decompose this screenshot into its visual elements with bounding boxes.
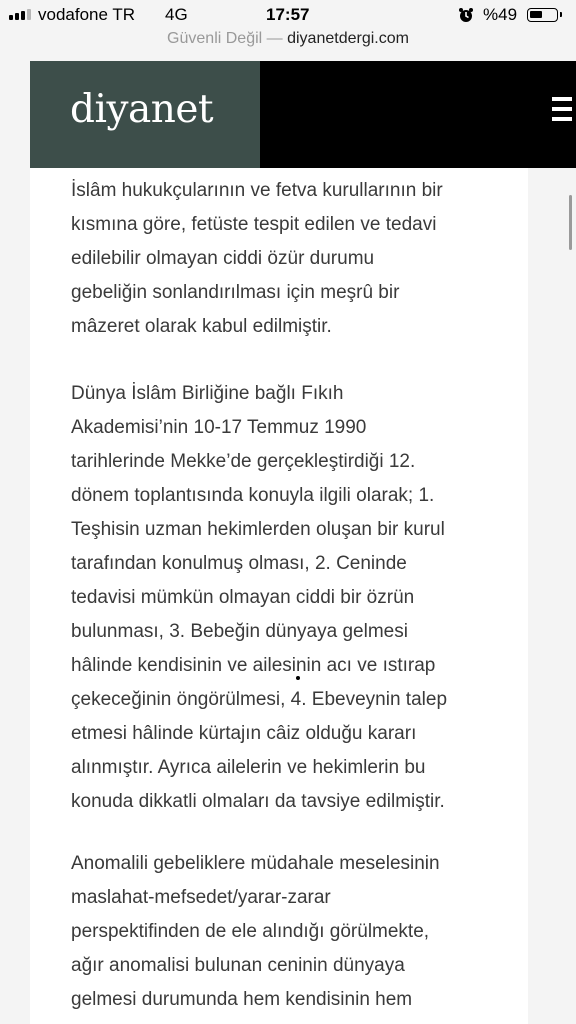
status-bar [0,0,576,30]
url-domain: diyanetdergi.com [287,30,409,47]
scroll-indicator[interactable] [569,195,572,250]
battery-level [530,11,542,18]
touch-dot [296,676,300,680]
logo-text: diyanet [70,87,214,132]
hamburger-menu-icon[interactable] [552,97,572,127]
article-paragraph: İslâm hukukçularının ve fetva kurullarının bir kısmına göre, fetüste tespit edilen ve tedavi edilebilir olmayan ciddi özür durumu gebeliğin sonlandırılması için meşrû bir mâzeret olarak kabul edilmiştir. [71,180,443,337]
article-paragraph: Anomalili gebeliklere müdahale meselesinin maslahat-mefsedet/yarar-zarar perspektifinden de ele alındığı görülmekte, ağır anomalisi bulunan ceninin dünyaya gelmesi durumunda hem kendisinin hem [71,853,440,1010]
site-header [30,61,576,168]
clock: 17:57 [266,5,310,24]
address-bar[interactable] [0,30,576,56]
battery-icon [527,8,558,22]
network-label: 4G [165,5,188,24]
logo[interactable] [30,61,260,168]
article-paragraph: Dünya İslâm Birliğine bağlı Fıkıh Akademisi’nin 10-17 Temmuz 1990 tarihlerinde Mekke’de gerçekleştirdiği 12. dönem toplantısında konuyla ilgili olarak; 1. Teşhisin uzman hekimlerden oluşan bir kurul tarafından konulmuş olması, 2. Ceninde tedavisi mümkün olmayan ciddi bir özrün bulunması, 3. Bebeğin dünyaya gelmesi hâlinde kendisinin ve ailesinin acı ve ıstırap çekeceğinin öngörülmesi, 4. Ebeveynin talep etmesi hâlinde kürtajın câiz olduğu kararı alınmıştır. Ayrıca ailelerin ve hekimlerin bu konuda dikkatli olmaları da tavsiye edilmiştir. [71,383,448,812]
url-separator: — [262,30,288,47]
alarm-icon [458,7,474,23]
security-label: Güvenli Değil [167,30,263,47]
signal-icon [9,9,31,20]
battery-percent: %49 [483,5,518,24]
carrier-label: vodafone TR [38,5,136,24]
